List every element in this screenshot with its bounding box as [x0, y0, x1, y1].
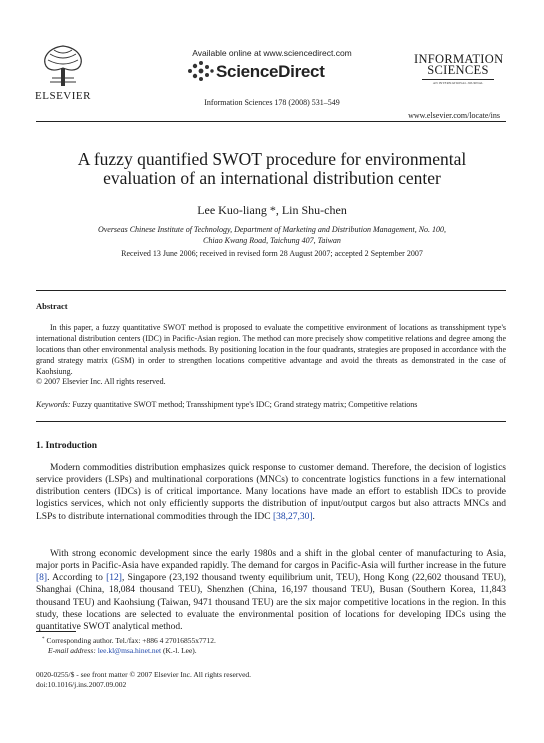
available-online-text: Available online at www.sciencedirect.com [192, 48, 352, 58]
introduction-heading: 1. Introduction [36, 441, 98, 451]
p2-text-c: , Singapore (23,192 thousand twenty equilibrium unit, TEU), Hong Kong (22,602 thousand TEU), Shanghai (China, 18,084 thousand TEU), Shenzhen (China, 16,197 thousand TEU), Busan (Southern Korea, 11,843 thousand TEU) and Kaohsiung (Taiwan, 9471 thousand TEU) are the six major competitive locations in the region. In this study, these locations are selected to evaluate the environmental position of locations for developing IDCs using the quantitative SWOT analytical method. [36, 573, 506, 632]
publisher-name: ELSEVIER [35, 90, 91, 102]
sciencedirect-dots-icon [186, 60, 214, 82]
p2-text-a: With strong economic development since the early 1980s and a shift in the global center of manufacturing to Asia, major ports in Pacific-Asia have expanded rapidly. The demand for cargos in Pacific-Asia will further increase in the future [36, 549, 506, 572]
keywords-label: Keywords: [36, 400, 71, 409]
journal-logo-line2: SCIENCES [427, 63, 489, 77]
article-title [0, 150, 544, 188]
affiliation-line-2: Chiao Kwang Road, Taichung 407, Taiwan [203, 236, 341, 245]
title-line-2: evaluation of an international distribution center [103, 168, 441, 188]
journal-logo-rule [422, 79, 494, 80]
article-authors: Lee Kuo-liang *, Lin Shu-chen [197, 203, 347, 217]
keywords-list: Fuzzy quantitative SWOT method; Transshipment type's IDC; Grand strategy matrix; Competitive relations [70, 400, 418, 409]
footnote-marker: * [42, 636, 45, 642]
received-dates: Received 13 June 2006; received in revised form 28 August 2007; accepted 2 September 2007 [121, 249, 423, 258]
doi-line: doi:10.1016/j.ins.2007.09.002 [36, 679, 127, 689]
introduction-paragraph-1 [36, 462, 506, 523]
footnote-corresponding [42, 636, 216, 645]
email-link[interactable]: lee.kl@msa.hinet.net [97, 646, 162, 655]
abstract-heading: Abstract [36, 301, 68, 311]
journal-logo-line1: INFORMATION [414, 52, 504, 66]
journal-logo [414, 54, 502, 85]
issn-doi-block [36, 670, 251, 689]
journal-url-link[interactable]: www.elsevier.com/locate/ins [408, 111, 500, 120]
keywords [36, 400, 417, 409]
title-line-1: A fuzzy quantified SWOT procedure for environmental [77, 149, 467, 169]
journal-logo-subtitle: AN INTERNATIONAL JOURNAL [432, 81, 484, 85]
introduction-paragraph-2 [36, 548, 506, 633]
abstract-copyright: © 2007 Elsevier Inc. All rights reserved. [36, 377, 166, 386]
issn-line: 0020-0255/$ - see front matter © 2007 Elsevier Inc. All rights reserved. [36, 670, 252, 679]
header-divider [36, 121, 506, 122]
citation-link[interactable]: [38,27,30] [272, 511, 313, 522]
email-suffix: (K.-l. Lee). [161, 646, 197, 655]
p2-text-b: . According to [47, 573, 107, 584]
author-affiliation [0, 224, 544, 246]
p1-end: . [312, 511, 315, 522]
abstract-text: In this paper, a fuzzy quantitative SWOT method is proposed to evaluate the competitive environment of locations as transshipment type's international distribution centers (IDC) in Pacific-Asian region. The method can more precisely show competitive relations and degree among the locations than other environmental analysis methods. By positioning location in the four quadrants, strategies are proposed in accordance with the grand strategy matrix (GSM) in order to strengthen locations competitive advantage and avoid the threats as demonstrated in the case of Kaohsiung. [36, 323, 506, 376]
citation-link[interactable]: [8] [36, 573, 48, 584]
footnote-email [48, 646, 197, 655]
sciencedirect-wordmark: ScienceDirect [216, 62, 325, 81]
journal-reference: Information Sciences 178 (2008) 531–549 [204, 98, 340, 107]
citation-link[interactable]: [12] [106, 573, 122, 584]
footnote-divider [36, 631, 76, 632]
email-label: E-mail address: [48, 646, 96, 655]
abstract-divider [36, 290, 506, 291]
affiliation-line-1: Overseas Chinese Institute of Technology, Department of Marketing and Distribution Management, No. 100, [97, 225, 447, 234]
p1-text: Modern commodities distribution emphasizes quick response to customer demand. Therefore, the decision of logistics service providers (LSPs) and multinational corporations (MNCs) to concentrate logistics functions in a few international distribution centers (IDCs) is of critical importance. Many locations have made an effort to establish IDCs to provide logistics services, which not only efficiently supports the distribution of input/output cargos but also attracts MNCs and LSPs to distribute international commodities through the IDC [36, 463, 506, 522]
corresponding-author-text: Corresponding author. Tel./fax: +886 4 27016855x7712. [46, 636, 216, 645]
section-divider [36, 421, 506, 422]
